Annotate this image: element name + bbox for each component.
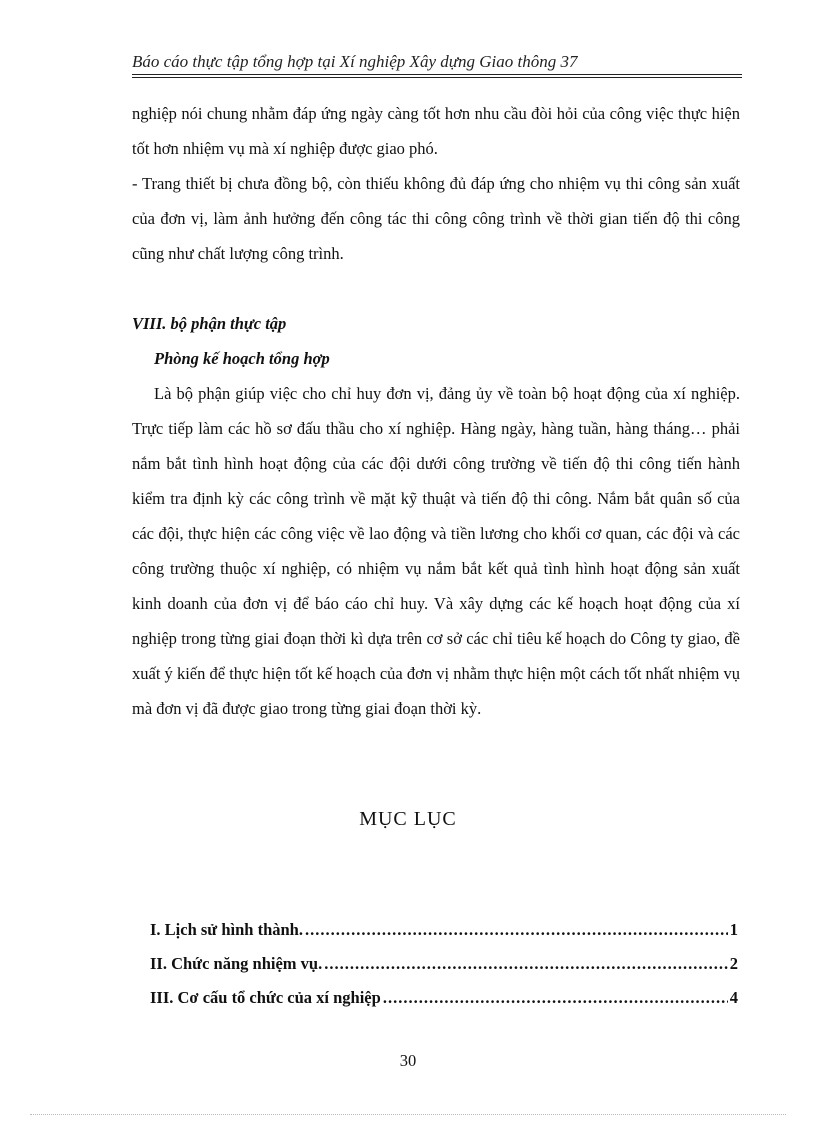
section-heading: VIII. bộ phận thực tập [132,314,287,333]
header-rule-top [132,74,742,75]
table-of-contents [150,920,738,1022]
toc-entry-page: 2 [729,954,738,973]
toc-leader-dots [305,920,728,940]
toc-entry-label: II. Chức năng nhiệm vụ. [150,954,323,973]
toc-entry[interactable] [150,920,738,954]
toc-entry-label: I. Lịch sử hình thành. [150,920,303,939]
spacer [132,271,740,306]
toc-entry[interactable] [150,988,738,1022]
sub-heading: Phòng kế hoạch tổng hợp [154,349,330,368]
paragraph-equipment: - Trang thiết bị chưa đồng bộ, còn thiếu không đủ đáp ứng cho nhiệm vụ thi công sản xuất của đơn vị, làm ảnh hưởng đến công tác thi công công trình về thời gian tiến độ thi công cũng như chất lượng công trình. [132,174,740,263]
page-number: 30 [399,1051,417,1070]
toc-leader-dots [324,954,728,974]
toc-leader-dots [383,988,728,1008]
paragraph-continuation: nghiệp nói chung nhằm đáp ứng ngày càng tốt hơn nhu cầu đòi hỏi của công việc thực hiện tốt hơn nhiệm vụ mà xí nghiệp được giao phó. [132,104,740,158]
body-text [132,96,740,726]
toc-entry-label: III. Cơ cấu tổ chức của xí nghiệp [150,988,381,1007]
toc-entry-page: 1 [729,920,738,939]
page-bottom-border [30,1114,786,1115]
toc-title: MỤC LỤC [359,808,457,830]
paragraph-planning-dept: Là bộ phận giúp việc cho chỉ huy đơn vị, đảng ủy về toàn bộ hoạt động của xí nghiệp. Trực tiếp làm các hồ sơ đấu thầu cho xí nghiệp. Hàng ngày, hàng tuần, hàng tháng… phải nắm bắt tình hình hoạt động của các đội dưới công trường về tiến độ thi công tiến hành kiểm tra định kỳ các công trình về mặt kỹ thuật và tiến độ thi công. Nắm bắt quân số của các đội, thực hiện các công việc về lao động và tiền lương cho khối cơ quan, các đội và các công trường thuộc xí nghiệp, có nhiệm vụ nắm bắt kết quả tình hình hoạt động sản xuất kinh doanh của đơn vị để báo cáo chỉ huy. Và xây dựng các kế hoạch hoạt động của xí nghiệp trong từng giai đoạn thời kì dựa trên cơ sở các chỉ tiêu kế hoạch do Công ty giao, đề xuất ý kiến để thực hiện tốt kế hoạch của đơn vị nhằm thực hiện một cách tốt nhất nhiệm vụ mà đơn vị đã được giao trong từng giai đoạn thời kỳ. [132,384,740,718]
toc-entry-page: 4 [729,988,738,1007]
running-header: Báo cáo thực tập tổng hợp tại Xí nghiệp Xây dựng Giao thông 37 [132,52,578,71]
toc-entry[interactable] [150,954,738,988]
header-rule-bottom [132,77,742,78]
